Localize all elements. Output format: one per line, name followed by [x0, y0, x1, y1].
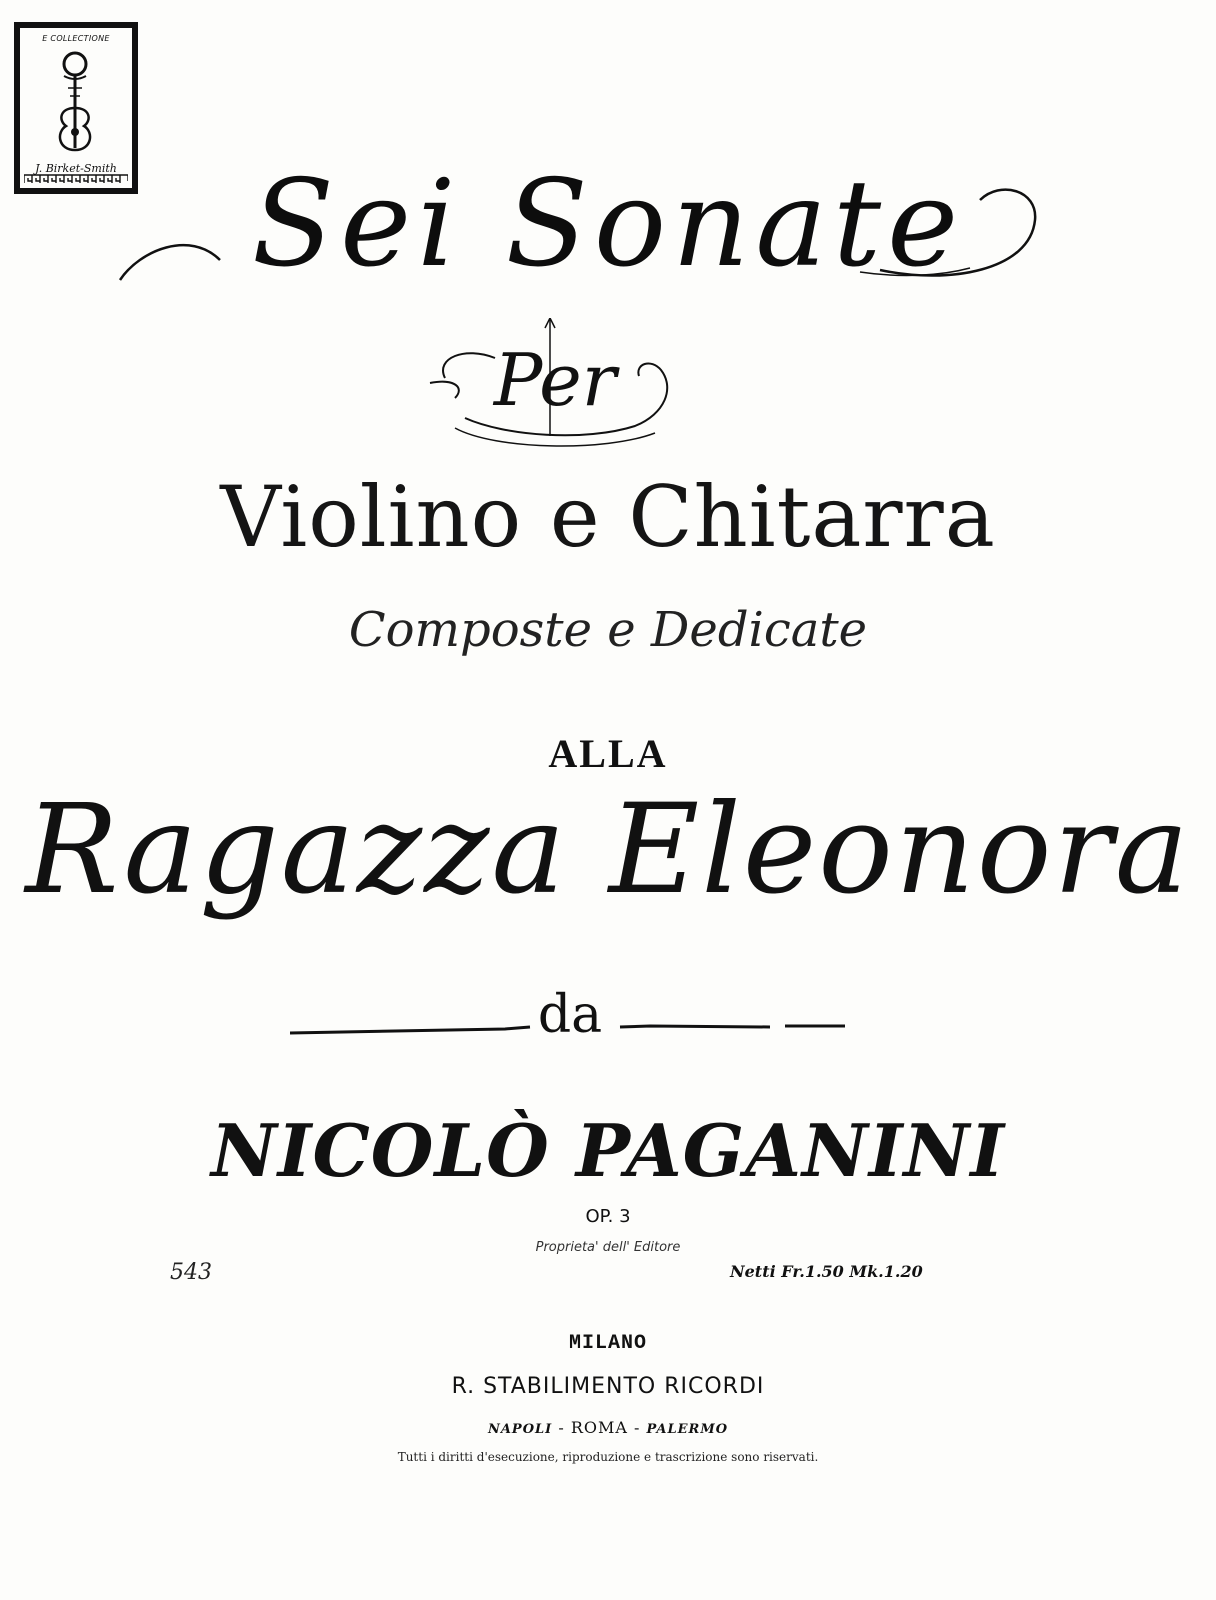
stamp-collection-label: E COLLECTIONE	[42, 34, 110, 43]
stamp-owner-signature: J. Birket-Smith	[35, 162, 117, 175]
rights-notice: Tutti i diritti d'esecuzione, riproduzione e trascrizione sono riservati.	[397, 1450, 819, 1464]
plate-number: 543	[170, 1260, 212, 1285]
instruments-title: Violino e Chitarra	[220, 468, 996, 566]
per-cartouche	[425, 318, 685, 458]
opus-number: OP. 3	[585, 1206, 631, 1227]
branch-napoli: NAPOLI	[487, 1422, 553, 1437]
city-label: MILANO	[568, 1332, 647, 1355]
da-row	[290, 985, 850, 1055]
title-sei-sonate: Sei Sonate	[251, 155, 965, 294]
guitar-emblem-icon	[50, 48, 100, 158]
alla-label: ALLA	[548, 731, 668, 776]
branch-separator: -	[634, 1418, 647, 1437]
da-text: da	[537, 985, 603, 1045]
per-text: Per	[493, 338, 617, 422]
publisher-name: R. STABILIMENTO RICORDI	[451, 1374, 765, 1399]
branch-roma: ROMA	[570, 1418, 628, 1437]
price-label: Netti Fr.1.50 Mk.1.20	[730, 1262, 923, 1281]
dedicatee-name: Ragazza Eleonora	[25, 778, 1191, 922]
composer-name: NICOLÒ PAGANINI	[210, 1108, 1006, 1193]
branch-separator: -	[558, 1418, 571, 1437]
branch-palermo: PALERMO	[646, 1422, 729, 1437]
composte-dedicate: Composte e Dedicate	[348, 602, 868, 658]
proprieta-note: Proprieta' dell' Editore	[535, 1240, 681, 1255]
branch-cities	[0, 1418, 1216, 1437]
